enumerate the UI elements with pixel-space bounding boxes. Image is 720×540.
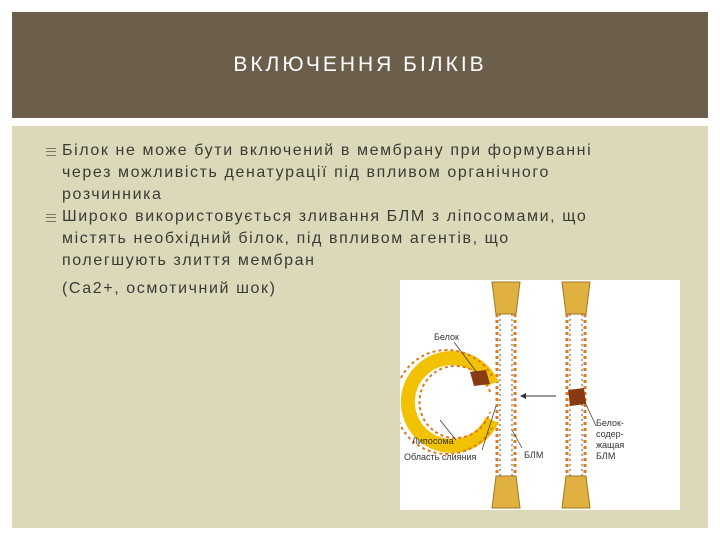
left-bilayer: [492, 282, 520, 508]
label-protein-bearing-2: содер-: [596, 429, 624, 439]
bullet-line: (Са2+, осмотичний шок): [62, 280, 277, 297]
membrane-fusion-diagram: [400, 280, 680, 510]
bullet-line: містять необхідний білок, під впливом агентів, що: [62, 230, 510, 247]
label-blm: БЛМ: [524, 450, 544, 460]
bullet-line: через можливість денатурації під впливом органічного: [62, 164, 550, 181]
bullet-line: Білок не може бути включений в мембрану при формуванні: [62, 142, 593, 159]
bullet-list: [12, 140, 702, 300]
bullet-marker-icon: [46, 148, 56, 156]
bullet-item: [12, 140, 702, 206]
title-bar: [12, 12, 708, 118]
embedded-protein: [568, 388, 586, 406]
arrow-head-icon: [520, 393, 526, 399]
label-fusion-area: Область слияния: [404, 452, 477, 462]
right-bilayer: [562, 282, 590, 508]
label-protein-bearing-1: Белок-: [596, 418, 624, 428]
label-protein-bearing-4: БЛМ: [596, 451, 616, 461]
bullet-line: полегшують злиття мембран: [62, 252, 316, 269]
label-protein-bearing-3: жащая: [596, 440, 625, 450]
slide-title: ВКЛЮЧЕННЯ БІЛКІВ: [233, 53, 487, 76]
bullet-line: розчинника: [62, 186, 163, 203]
bullet-marker-icon: [46, 214, 56, 222]
membrane-fusion-figure: [400, 280, 680, 510]
label-protein: Белок: [434, 332, 459, 342]
bullet-line: Широко використовується зливання БЛМ з ліпосомами, що: [62, 208, 588, 225]
label-liposome: Липосома: [412, 436, 454, 446]
